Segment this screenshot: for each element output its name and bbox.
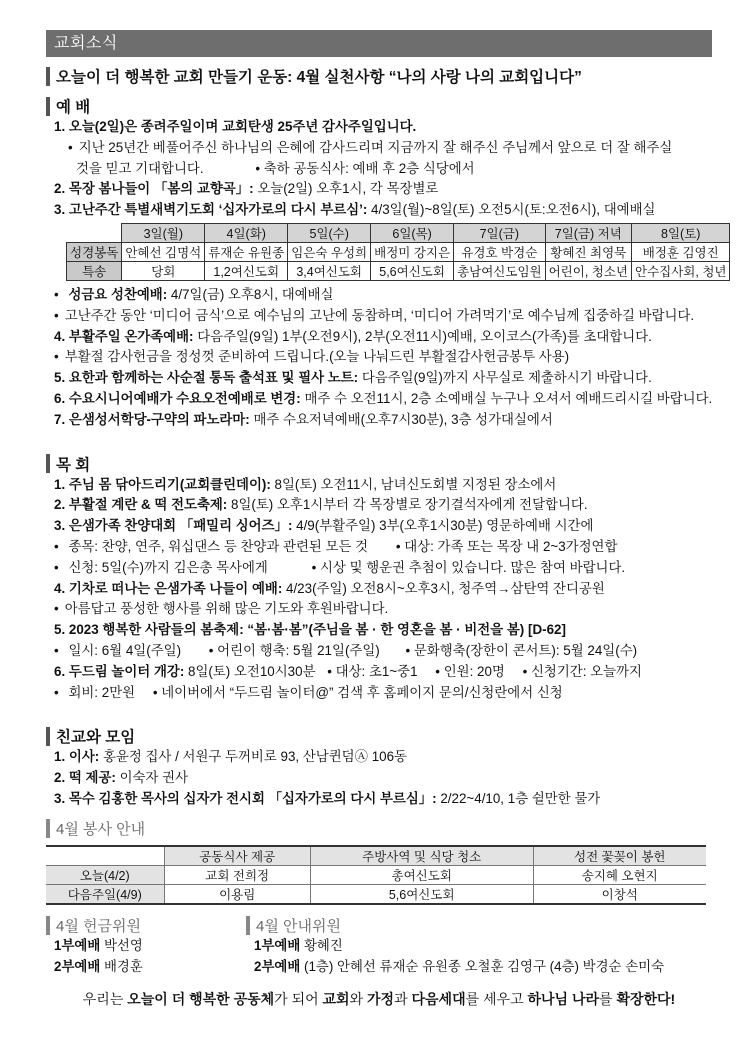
sub-text: 부활절 감사헌금을 정성껏 준비하여 드립니다.(오늘 나눠드린 부활절감사헌금봉투 사용) [64,349,570,365]
table-header: 성전 꽃꽂이 봉헌 [533,846,706,866]
item-text: 4/9(부활주일) 3부(오후1시30분) 영문하예배 시간에 [292,518,594,534]
sub-text: • 인원: 20명 [435,663,505,679]
sub-text: 일시: 6월 4일(주일) [68,642,182,658]
item-bold: 은샘성서학당-구약의 파노라마: [68,411,250,427]
footer-bold: 가정 [367,991,395,1008]
table-cell: 안혜선 김명석 [122,242,205,261]
footer-bold: 오늘이 더 행복한 공동체 [127,991,275,1008]
sub-text: 고난주간 동안 ‘미디어 금식’으로 예수님의 고난에 동참하며, ‘미디어 가려먹기’로 예수님께 집중하길 바랍니다. [64,307,695,323]
section-marker [46,916,50,935]
table-header: 6일(목) [371,223,454,242]
ministry-item-3-sub2 [46,558,712,579]
table-cell: 이창석 [533,884,706,904]
table-header [46,846,164,866]
sub-bold: 성금요 성찬예배: [68,286,168,302]
table-cell: 1,2여신도회 [205,261,288,280]
ministry-item-1 [46,475,712,496]
footer-bold: 하나님 나라 [527,991,600,1008]
row-label: 성경봉독 [67,242,122,261]
item-text: 홍윤정 집사 / 서원구 두꺼비로 93, 산남퀸덤Ⓐ 106동 [99,749,407,765]
sub-text: 것을 믿고 기대합니다. [76,160,204,176]
sub-text: 신청: 5일(수)까지 김은총 목사에게 [68,559,268,575]
section-marker [246,916,250,935]
table-row [46,884,706,904]
usher-title-row [246,915,712,936]
section-marker [46,454,50,473]
sub-text: • 축하 공동식사: 예배 후 2층 식당에서 [255,160,475,176]
item-text: 8일(토) 오전11시, 남녀신도회별 지정된 장소에서 [270,476,557,492]
sub-text: • 네이버에서 “두드림 놀이터@” 검색 후 홈페이지 문의/신청란에서 신청 [152,684,563,700]
fellowship-title: 친교와 모임 [56,729,136,747]
table-cell: 배정미 강지은 [371,242,454,261]
fellowship-item-3 [46,789,712,810]
item-bold: 요한과 함께하는 사순절 통독 출석표 및 필사 노트: [68,370,359,386]
ministry-item-6-sub [46,683,712,704]
item-bold: 부활주일 온가족예배: [68,328,194,344]
section-marker [46,819,50,838]
table-header-row [46,846,706,866]
item-number: 6. [54,663,66,679]
footer-bold: 교회 [322,991,350,1008]
row-label: 1부예배 [254,937,301,953]
row-label: 다음주일(4/9) [46,884,164,904]
ministry-item-5-sub [46,641,712,662]
sub-text: • 대상: 초1~중1 [327,663,418,679]
section-marker [46,97,50,116]
item-number: 2. [54,181,66,197]
sub-text: 종목: 찬양, 연주, 워십댄스 등 찬양과 관련된 모든 것 [68,538,369,554]
table-cell: 황혜진 최영묵 [545,242,631,261]
row-value: 박선영 [104,937,143,953]
worship-item-4 [46,327,712,348]
footer-text: 를 세우고 [465,991,528,1008]
table-cell: 유경호 박경순 [454,242,546,261]
item-text: 매주 수 오전11시, 2층 소예배실 누구나 오셔서 예배드리시길 바랍니다. [300,390,713,406]
item-text: 8일(토) 오후1시부터 각 목장별로 장기결석자에게 전달합니다. [227,497,588,513]
ministry-item-5 [46,620,712,641]
offering-row-1 [46,936,246,957]
table-cell: 총여신도회 [310,865,533,884]
ministry-item-4 [46,579,712,600]
row-label: 2부예배 [54,958,101,974]
sub-text: 회비: 2만원 [68,684,136,700]
usher-row-2 [246,957,712,978]
row-value: 황혜진 [304,937,343,953]
table-cell: 교회 전희정 [164,865,310,884]
item-bold: 고난주간 특별새벽기도회 ‘십자가로의 다시 부르심’: [68,202,368,218]
row-label: 1부예배 [54,937,101,953]
item-bold: 이사: [68,749,100,765]
item-number: 5. [54,370,66,386]
ministry-title: 목 회 [56,456,91,474]
item-bold: 기차로 떠나는 은샘가족 나들이 예배: [68,580,283,596]
table-row [46,865,706,884]
item-text: 8일(토) 오전10시30분 [184,663,316,679]
item-number: 1. [54,119,66,134]
usher-committee [246,915,712,978]
item-bold: 목장 봄나들이 「봄의 교향곡」: [68,181,254,197]
row-value: 배경훈 [104,958,143,974]
item-text: 오늘(2일)은 종려주일이며 교회탄생 25주년 감사주일입니다. [68,119,417,134]
table-header: 공동식사 제공 [164,846,310,866]
item-bold: 떡 제공: [68,770,116,786]
table-row [67,242,730,261]
worship-item-3-sub1 [46,285,712,306]
row-label: 특송 [67,261,122,280]
offering-committee [46,915,246,978]
sub-text: • 신청기간: 오늘까지 [522,663,642,679]
slogan [46,65,712,87]
ministry-item-3 [46,516,712,537]
prayer-schedule-table [66,223,730,281]
worship-item-3-sub2 [46,306,712,327]
footer-text: 과 [394,991,412,1008]
item-bold: 수요시니어예배가 수요오전예배로 변경: [68,390,301,406]
sub-text: 아름답고 풍성한 행사를 위해 많은 기도와 후원바랍니다. [64,601,389,617]
footer-text: 를 [599,991,617,1008]
footer-bold: 다음세대 [411,991,466,1008]
item-text: 다음주일(9일) 1부(오전9시), 2부(오전11시)예배, 오이코스(가족)를 초대합니다. [193,328,652,344]
service-title: 4월 봉사 안내 [56,820,146,838]
table-cell: 임은숙 우성희 [288,242,371,261]
worship-item-1-sub2 [46,159,712,180]
worship-item-3 [46,200,712,221]
fellowship-section-title [46,725,712,747]
section-marker [46,727,50,746]
table-cell: 안수집사회, 청년 [632,261,730,280]
offering-title-row [46,915,246,936]
table-header: 7일(금) [454,223,546,242]
item-text: 2/22~4/10, 1층 쉴만한 물가 [436,790,601,806]
item-text: 4/23(주일) 오전8시~오후3시, 청주역→삼탄역 잔디공원 [282,580,605,596]
worship-item-1 [46,117,712,138]
footer-text: 가 되어 [274,991,323,1008]
sub-text: • 대상: 가족 또는 목장 내 2~3가정연합 [395,538,618,554]
worship-item-7 [46,410,712,431]
item-number: 1. [54,476,66,492]
item-text: “봄·봄·봄”(주님을 봄 · 한 영혼을 봄 · 비전을 봄) [D-62] [243,622,566,638]
worship-section-title [46,95,712,117]
row-label: 오늘(4/2) [46,865,164,884]
slogan-text: 오늘이 더 행복한 교회 만들기 운동: 4월 실천사항 “나의 사랑 나의 교회입니다” [56,69,582,86]
item-bold: 목수 김홍한 목사의 십자가 전시회 「십자가로의 다시 부르심」: [68,790,437,806]
service-table [46,845,706,905]
worship-item-2 [46,179,712,200]
table-header: 주방사역 및 식당 청소 [310,846,533,866]
table-cell: 5,6여신도회 [371,261,454,280]
footer-text: 우리는 [82,991,128,1008]
sub-text: • 시상 및 행운권 추첨이 있습니다. 많은 참여 바랍니다. [311,559,626,575]
table-cell: 배정훈 김영진 [632,242,730,261]
table-cell: 총남여신도임원 [454,261,546,280]
item-number: 4. [54,328,66,344]
item-bold: 부활절 계란 & 떡 전도축제: [68,497,228,513]
page-header: 교회소식 [46,30,712,57]
item-text: 매주 수요저녁예배(오후7시30분), 3층 성가대실에서 [249,411,553,427]
table-corner [67,223,122,242]
church-news-page [46,30,727,1009]
sub-text: 지난 25년간 베풀어주신 하나님의 은혜에 감사드리며 지금까지 잘 해주신 주님께서 앞으로 더 잘 해주실 [78,139,673,155]
service-section-title [46,818,712,839]
table-row [67,261,730,280]
table-cell: 5,6여신도회 [310,884,533,904]
ministry-item-2 [46,495,712,516]
worship-item-5 [46,368,712,389]
table-header-row [67,223,730,242]
item-number: 2. [54,770,66,786]
sub-text: 4/7일(금) 오후8시, 대예배실 [167,286,334,302]
table-cell: 류재순 유원종 [205,242,288,261]
item-bold: 두드림 놀이터 개강: [68,663,185,679]
fellowship-item-1 [46,747,712,768]
sub-text: • 문화행축(장한이 콘서트): 5월 24일(수) [405,642,638,658]
table-cell: 이용림 [164,884,310,904]
ministry-item-4-sub [46,599,712,620]
ministry-item-6 [46,662,712,683]
table-header: 5일(수) [288,223,371,242]
item-number: 6. [54,390,66,406]
volunteers [46,915,712,978]
table-header: 8일(토) [632,223,730,242]
row-label: 2부예배 [254,958,301,974]
table-cell: 어린이, 청소년 [545,261,631,280]
offering-title: 4월 헌금위원 [56,917,141,935]
item-number: 7. [54,411,66,427]
item-number: 1. [54,749,66,765]
footer-text: 와 [349,991,368,1008]
item-number: 3. [54,790,66,806]
usher-title: 4월 안내위원 [256,917,341,935]
table-header: 4일(화) [205,223,288,242]
item-text: 다음주일(9일)까지 사무실로 제출하시기 바랍니다. [358,370,652,386]
closing-statement [46,989,712,1009]
item-number: 3. [54,202,66,218]
worship-item-1-sub [46,138,712,159]
item-text: 이숙자 권사 [115,770,189,786]
item-text: 오늘(2일) 오후1시, 각 목장별로 [253,181,439,197]
footer-bold: 확장한다! [616,991,676,1008]
item-number: 2. [54,497,66,513]
ministry-item-3-sub1 [46,537,712,558]
item-bold: 주님 몸 닦아드리기(교회클린데이): [68,476,271,492]
row-value: (1층) 안혜선 류재순 유원종 오철훈 김영구 (4층) 박경순 손미숙 [304,958,665,974]
item-number: 3. [54,518,66,534]
item-number: 4. [54,580,66,596]
offering-row-2 [46,957,246,978]
table-header: 7일(금) 저녁 [545,223,631,242]
worship-title: 예 배 [56,99,91,116]
item-bold: 2023 행복한 사람들의 봄축제: [68,622,244,638]
worship-item-4-sub [46,347,712,368]
item-bold: 은샘가족 찬양대회 「패밀리 싱어즈」: [68,518,293,534]
item-text: 4/3일(월)~8일(토) 오전5시(토:오전6시), 대예배실 [367,202,656,218]
table-header: 3일(월) [122,223,205,242]
usher-row-1 [246,936,712,957]
sub-text: • 어린이 행축: 5월 21일(주일) [208,642,380,658]
section-marker [46,67,50,86]
worship-item-6 [46,389,712,410]
item-number: 5. [54,622,66,638]
table-cell: 송지혜 오현지 [533,865,706,884]
table-cell: 3,4여신도회 [288,261,371,280]
fellowship-item-2 [46,768,712,789]
table-cell: 당회 [122,261,205,280]
ministry-section-title [46,453,712,475]
